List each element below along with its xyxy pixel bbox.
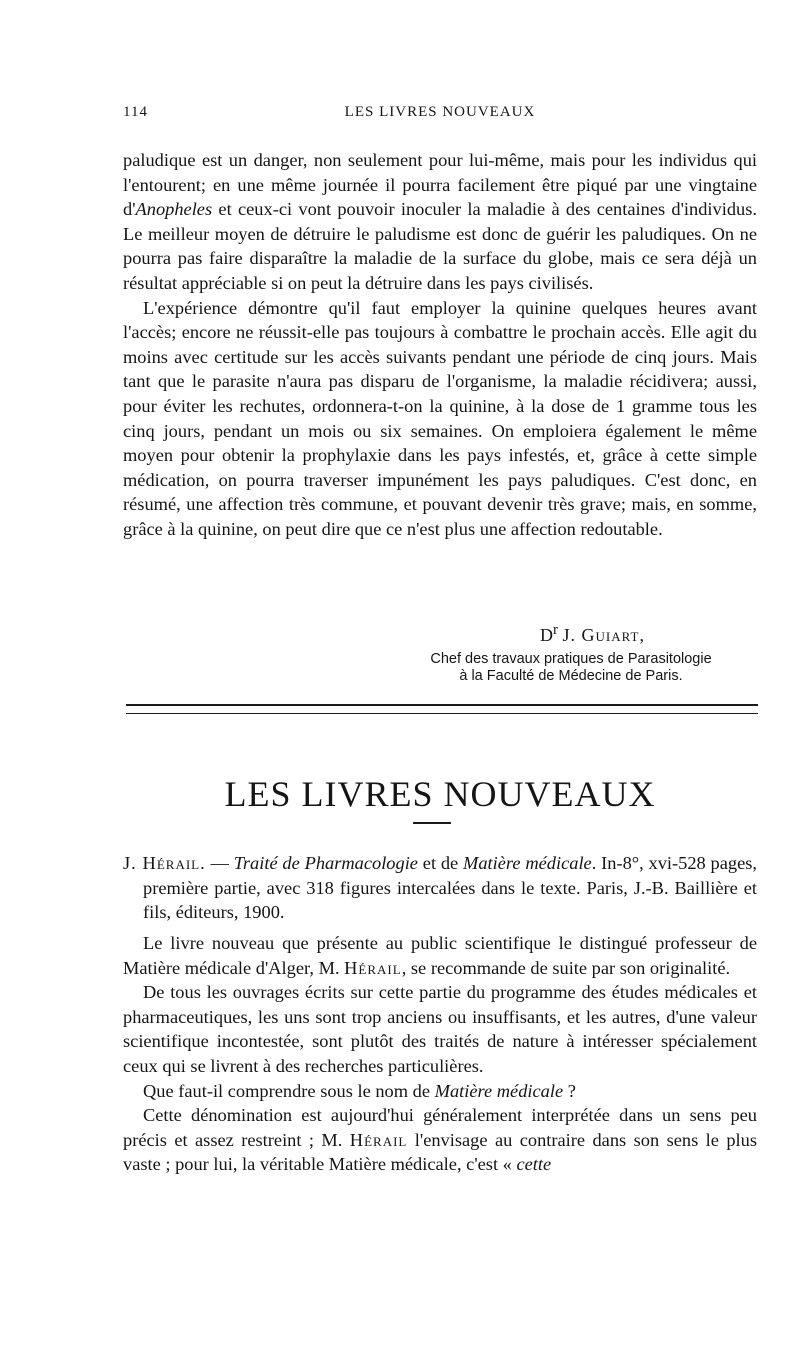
- book-reference: J. Hérail. — Traité de Pharmacologie et de Matière médicale. In-8°, xvi-528 pages, première partie, avec 318 figures intercalées dans le texte. Paris, J.-B. Baillière et fils, éditeurs, 1900.: [123, 853, 757, 923]
- section-divider: [126, 713, 758, 714]
- running-head: [123, 104, 757, 128]
- reference-author: J. Hérail.: [123, 853, 206, 873]
- page-number: 114: [123, 104, 148, 120]
- author-affiliation: Chef des travaux pratiques de Parasitologie à la Faculté de Médecine de Paris.: [430, 651, 712, 684]
- paragraph: paludique est un danger, non seulement pour lui-même, mais pour les individus qui l'entourent; en une même journée il pourra facilement être piqué par une vingtaine d'Anopheles et ceux-ci vont pouvoir inoculer la maladie à des centaines d'individus. Le meilleur moyen de détruire le paludisme est donc de guérir les paludiques. On ne pourra pas faire disparaître la maladie de la surface du globe, mais ce sera déjà un résultat appréciable si on peut la détruire dans les pays civilisés.: [123, 150, 757, 293]
- section-divider: [126, 704, 758, 706]
- paragraph: Cette dénomination est aujourd'hui généralement interprétée dans un sens peu précis et assez restreint ; M. Hérail l'envisage au contraire dans son sens le plus vaste ; pour lui, la véritable Matière médicale, c'est « cette: [123, 1105, 758, 1175]
- signature: $D^r$ J. Guiart,: [540, 622, 645, 645]
- running-title: LES LIVRES NOUVEAUX: [344, 104, 536, 120]
- italic-term: Anopheles: [135, 199, 213, 220]
- article-ending: [123, 148, 757, 542]
- review-body: [123, 931, 757, 1177]
- title-rule: [413, 822, 451, 824]
- paragraph: Que faut-il comprendre sous le nom de Matière médicale ?: [143, 1080, 576, 1101]
- paragraph: Le livre nouveau que présente au public scientifique le distingué professeur de Matière médicale d'Alger, M. Hérail, se recommande de suite par son originalité.: [123, 933, 757, 978]
- paragraph: L'expérience démontre qu'il faut employer la quinine quelques heures avant l'accès; encore ne réussit-elle pas toujours à combattre le prochain accès. Elle agit du moins avec certitude sur les accès suivants pendant une période de cinq jours. Mais tant que le parasite n'aura pas disparu de l'organisme, la maladie récidivera; aussi, pour éviter les rechutes, ordonnera-t-on la quinine, à la dose de 1 gramme tous les cinq jours, pendant un mois ou six semaines. On emploiera également le même moyen pour obtenir la prophylaxie dans les pays infestés, et, grâce à cette simple médication, on pourra traverser impunément les pays paludiques. C'est donc, en résumé, une affection très commune, et pouvant devenir très grave; mais, en somme, grâce à la quinine, on peut dire que ce n'est plus une affection redoutable.: [123, 297, 757, 539]
- section-title: LES LIVRES NOUVEAUX: [224, 774, 656, 814]
- paragraph: De tous les ouvrages écrits sur cette partie du programme des études médicales et pharmaceutiques, les uns sont trop anciens ou insuffisants, et les autres, d'une valeur scientifique incontestée, sont plutôt des traités de nature à intéresser spécialement ceux qui se livrent à des recherches particulières.: [123, 982, 757, 1076]
